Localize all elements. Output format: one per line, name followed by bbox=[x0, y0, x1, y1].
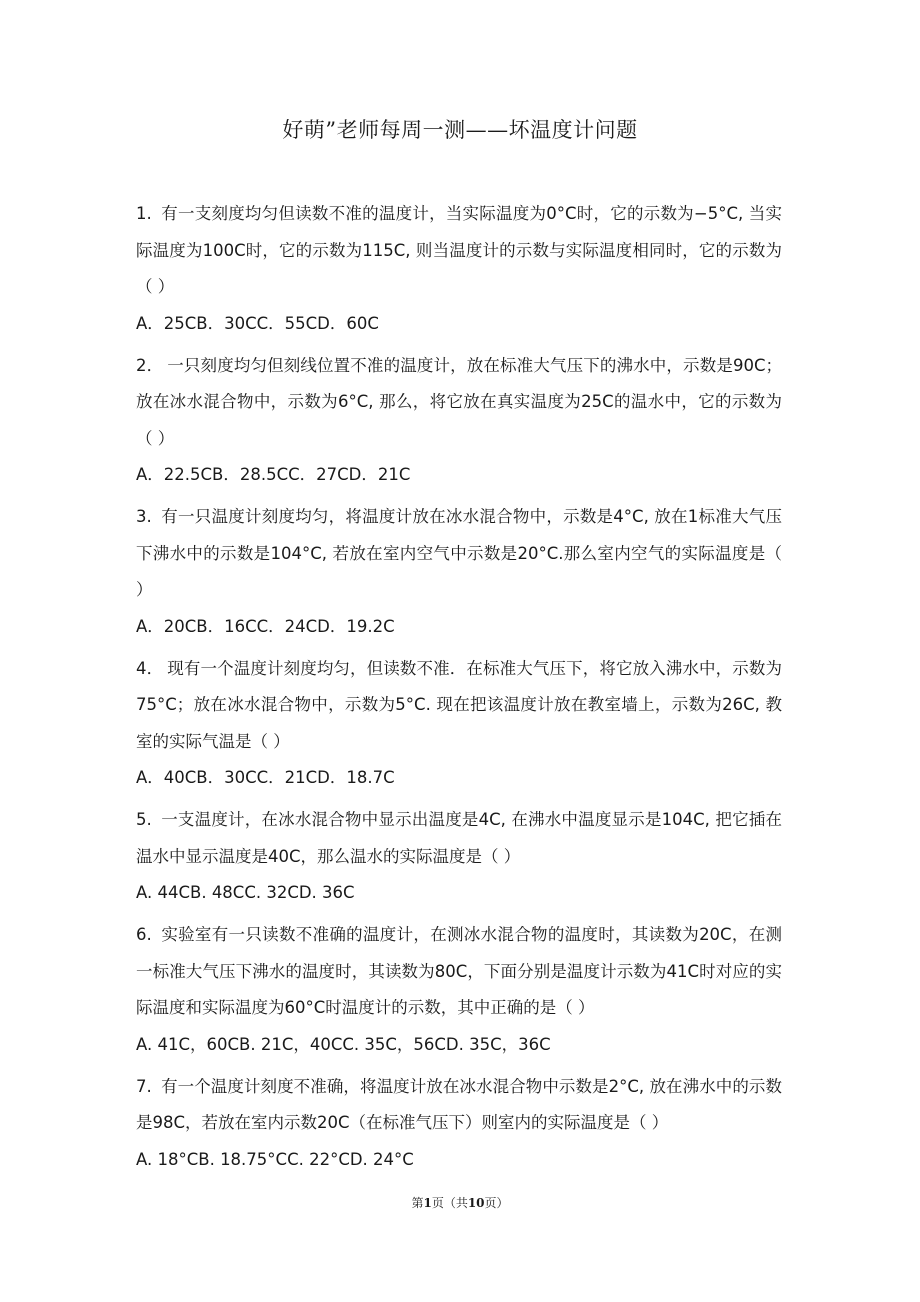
page-footer bbox=[0, 1194, 920, 1211]
question-text: 有一个温度计刻度不准确，将温度计放在冰水混合物中示数是2°C, 放在沸水中的示数是98C，若放在室内示数20C（在标准气压下）则室内的实际温度是（ ） bbox=[136, 1076, 782, 1132]
answer-options: A. 41C，60CB. 21C，40CC. 35C，56CD. 35C，36C bbox=[136, 1034, 551, 1054]
question-text: 实验室有一只读数不准确的温度计，在测冰水混合物的温度时，其读数为20C，在测一标准大气压下沸水的温度时，其读数为80C，下面分别是温度计示数为41C时对应的实际温度和实际温度为60°C时温度计的示数，其中正确的是（ ） bbox=[136, 925, 782, 1017]
question-item bbox=[136, 196, 782, 342]
question-number: 5. bbox=[136, 810, 152, 829]
question-item bbox=[136, 917, 782, 1063]
question-text: 一支温度计，在冰水混合物中显示出温度是4C, 在沸水中温度显示是104C, 把它插在温水中显示温度是40C，那么温水的实际温度是（ ） bbox=[136, 810, 782, 866]
question-stem bbox=[136, 196, 782, 306]
answer-options: A．20CB．16CC．24CD．19.2C bbox=[136, 616, 395, 636]
question-stem bbox=[136, 348, 782, 458]
question-stem bbox=[136, 499, 782, 609]
answer-options: A. 18°CB. 18.75°CC. 22°CD. 24°C bbox=[136, 1149, 414, 1169]
footer-middle: 页（共 bbox=[431, 1196, 468, 1210]
answer-options: A．22.5CB．28.5CC．27CD．21C bbox=[136, 465, 411, 484]
question-text: 有一只温度计刻度均匀，将温度计放在冰水混合物中，示数是4°C, 放在1标准大气压下沸水中的示数是104°C, 若放在室内空气中示数是20°C.那么室内空气的实际温度是（ ） bbox=[136, 507, 782, 599]
question-text: 有一支刻度均匀但读数不准的温度计，当实际温度为0°C时，它的示数为−5°C, 当实际温度为100C时，它的示数为115C, 则当温度计的示数与实际温度相同时，它的示数为（ ） bbox=[136, 204, 782, 296]
question-number: 6. bbox=[136, 925, 152, 944]
footer-prefix: 第 bbox=[411, 1196, 424, 1210]
question-number: 2． bbox=[136, 355, 164, 375]
question-stem bbox=[136, 651, 782, 761]
question-number: 4． bbox=[136, 658, 164, 678]
question-stem bbox=[136, 802, 782, 875]
answer-options: A．40CB．30CC．21CD．18.7C bbox=[136, 768, 395, 787]
question-item bbox=[136, 651, 782, 797]
answer-options: A．25CB．30CC．55CD．60C bbox=[136, 313, 379, 333]
footer-total-pages: 10 bbox=[467, 1196, 485, 1210]
question-text: 一只刻度均匀但刻线位置不准的温度计，放在标准大气压下的沸水中，示数是90C；放在冰水混合物中，示数为6°C, 那么，将它放在真实温度为25C的温水中，它的示数为（ ） bbox=[136, 355, 782, 448]
question-item bbox=[136, 348, 782, 494]
question-text: 现有一个温度计刻度均匀，但读数不准．在标准大气压下，将它放入沸水中，示数为75°C；放在冰水混合物中，示数为5°C. 现在把该温度计放在教室墙上，示数为26C, 教室的实际气温是（ ） bbox=[136, 658, 783, 751]
question-item bbox=[136, 499, 782, 645]
page-title: 好萌”老师每周一测——坏温度计问题 bbox=[282, 118, 638, 142]
footer-current-page: 1 bbox=[423, 1196, 432, 1210]
question-item bbox=[136, 802, 782, 911]
question-list bbox=[136, 196, 782, 1184]
question-stem bbox=[136, 917, 782, 1027]
question-number: 7. bbox=[136, 1076, 152, 1096]
footer-suffix: 页） bbox=[484, 1196, 509, 1210]
question-item bbox=[136, 1069, 782, 1178]
answer-options: A. 44CB. 48CC. 32CD. 36C bbox=[136, 883, 355, 902]
question-number: 1. bbox=[136, 204, 152, 223]
question-number: 3. bbox=[136, 507, 152, 526]
question-stem bbox=[136, 1069, 782, 1142]
